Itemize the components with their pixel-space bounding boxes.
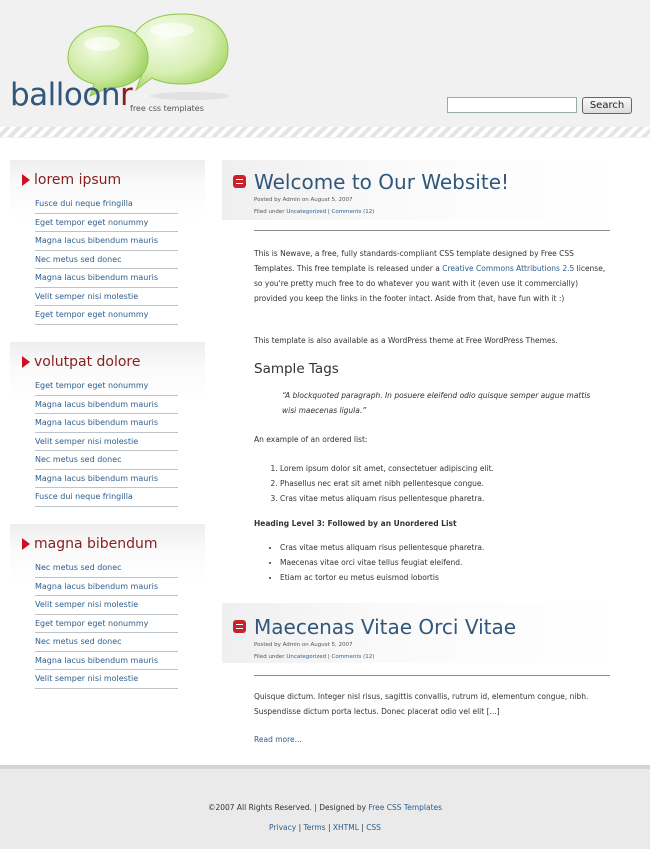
sidebar-link[interactable]: Magna lacus bibendum mauris <box>35 414 178 433</box>
terms-link[interactable]: Terms <box>303 823 326 832</box>
intro-text: This is Newave, a free, fully standards-compliant CSS template designed by Free CSS Templates. This free template is released under a <box>254 249 574 273</box>
read-more-row <box>254 732 610 747</box>
tagline: free css templates <box>130 104 204 113</box>
sidebar-heading: lorem ipsum <box>34 172 122 188</box>
post-filed-meta <box>254 654 374 660</box>
post-icon <box>233 175 246 188</box>
sidebar-link[interactable]: Velit semper nisi molestie <box>35 288 178 307</box>
designer-link[interactable]: Free CSS Templates <box>368 803 443 812</box>
sidebar-link[interactable]: Magna lacus bibendum mauris <box>35 578 178 597</box>
filed-label: Filed under <box>254 654 287 660</box>
sidebar-list <box>35 377 178 507</box>
license-link[interactable]: Creative Commons Attributions 2.5 <box>442 264 575 273</box>
intro-paragraph <box>254 246 610 306</box>
sidebar-box-lorem-ipsum <box>10 160 205 325</box>
sidebar-heading: volutpat dolore <box>34 354 141 370</box>
search-input[interactable] <box>447 97 577 113</box>
ordered-list <box>264 461 610 506</box>
post-title[interactable]: Maecenas Vitae Orci Vitae <box>254 615 517 639</box>
list-item: • Maecenas vitae orci vitae tellus feugiat eleifend. <box>280 555 610 570</box>
arrow-icon <box>22 174 30 186</box>
css-link[interactable]: CSS <box>366 823 381 832</box>
footer-separator: | <box>358 823 367 832</box>
filed-label: Filed under <box>254 209 287 215</box>
sidebar-link[interactable]: Magna lacus bibendum mauris <box>35 652 178 671</box>
category-link[interactable]: Uncategorized <box>286 209 327 215</box>
sidebar-box-volutpat-dolore <box>10 342 205 507</box>
sidebar-link[interactable]: Velit semper nisi molestie <box>35 670 178 689</box>
sidebar-link[interactable]: Nec metus sed donec <box>35 559 178 578</box>
sidebar-link[interactable]: Magna lacus bibendum mauris <box>35 232 178 251</box>
intro-text-cont: license, so you're pretty much free to do whatever you want with it (even use it commercially) provided you keep the links in the footer intact. Aside from that, have fun with it :) <box>254 264 606 303</box>
logo-text: balloon <box>10 77 120 113</box>
comments-link[interactable]: Comments (12) <box>331 654 375 660</box>
arrow-icon <box>22 538 30 550</box>
post-title[interactable]: Welcome to Our Website! <box>254 170 510 194</box>
post-header <box>222 603 622 663</box>
meta-separator: | <box>326 654 332 660</box>
post-filed-meta <box>254 209 374 215</box>
sidebar-link[interactable]: Eget tempor eget nonummy <box>35 377 178 396</box>
sample-tags-heading: Sample Tags <box>254 361 339 377</box>
sidebar-link[interactable]: Magna lacus bibendum mauris <box>35 470 178 489</box>
sidebar-heading: magna bibendum <box>34 536 158 552</box>
meta-separator: | <box>326 209 332 215</box>
heading-level-3: Heading Level 3: Followed by an Unordered List <box>254 519 457 528</box>
logo-accent: r <box>119 77 133 113</box>
post-excerpt: Quisque dictum. Integer nisl risus, sagittis convallis, rutrum id, elementum congue, nibh. Suspendisse dictum porta lectus. Donec placerat odio vel elit [...] <box>254 692 589 716</box>
post-author-meta: Posted by Admin on August 5, 2007 <box>254 197 353 203</box>
sidebar-link[interactable]: Nec metus sed donec <box>35 633 178 652</box>
list-item: 2. Phasellus nec erat sit amet nibh pellentesque congue. <box>280 476 610 491</box>
list-item: • Etiam ac tortor eu metus euismod lobortis <box>280 570 610 585</box>
ordered-intro: An example of an ordered list: <box>254 435 368 444</box>
sidebar-link[interactable]: Velit semper nisi molestie <box>35 596 178 615</box>
footer-separator: | <box>296 823 304 832</box>
post-author-meta: Posted by Admin on August 5, 2007 <box>254 642 353 648</box>
sidebar-link[interactable]: Magna lacus bibendum mauris <box>35 396 178 415</box>
arrow-icon <box>22 356 30 368</box>
sidebar-link[interactable]: Eget tempor eget nonummy <box>35 615 178 634</box>
sidebar-link[interactable]: Eget tempor eget nonummy <box>35 214 178 233</box>
comments-link[interactable]: Comments (12) <box>331 209 375 215</box>
search-button[interactable]: Search <box>582 97 632 114</box>
privacy-link[interactable]: Privacy <box>269 823 297 832</box>
list-item: 1. Lorem ipsum dolor sit amet, consectetuer adipiscing elit. <box>280 461 610 476</box>
sidebar-box-magna-bibendum <box>10 524 205 689</box>
post-divider <box>254 675 610 676</box>
wordpress-paragraph: This template is also available as a WordPress theme at Free WordPress Themes. <box>254 336 558 345</box>
post-divider <box>254 230 610 231</box>
footer-separator: | <box>325 823 333 832</box>
list-item: • Cras vitae metus aliquam risus pellentesque pharetra. <box>280 540 610 555</box>
sidebar-link[interactable]: Nec metus sed donec <box>35 451 178 470</box>
footer-links <box>0 823 650 832</box>
read-more-link[interactable]: Read more... <box>254 735 302 744</box>
header <box>0 0 650 138</box>
sidebar-link[interactable]: Nec metus sed donec <box>35 251 178 270</box>
sidebar-link[interactable]: Eget tempor eget nonummy <box>35 306 178 325</box>
list-item: 3. Cras vitae metus aliquam risus pellentesque pharetra. <box>280 491 610 506</box>
xhtml-link[interactable]: XHTML <box>332 823 359 832</box>
sidebar-link[interactable]: Fusce dui neque fringilla <box>35 195 178 214</box>
sidebar-list <box>35 559 178 689</box>
unordered-list <box>264 540 610 585</box>
sidebar-link[interactable]: Magna lacus bibendum mauris <box>35 269 178 288</box>
sidebar-list <box>35 195 178 325</box>
blockquote: “A blockquoted paragraph. In posuere eleifend odio quisque semper augue mattis wisi maecenas ligula.” <box>282 391 591 415</box>
sidebar-link[interactable]: Fusce dui neque fringilla <box>35 488 178 507</box>
footer <box>0 765 650 849</box>
post-header <box>222 160 622 220</box>
site-logo[interactable] <box>10 77 133 113</box>
header-stripe-divider <box>0 127 650 137</box>
sidebar-link[interactable]: Velit semper nisi molestie <box>35 433 178 452</box>
post-icon <box>233 620 246 633</box>
copyright <box>0 803 650 812</box>
copyright-text: ©2007 All Rights Reserved. | Designed by <box>207 803 369 812</box>
category-link[interactable]: Uncategorized <box>286 654 327 660</box>
